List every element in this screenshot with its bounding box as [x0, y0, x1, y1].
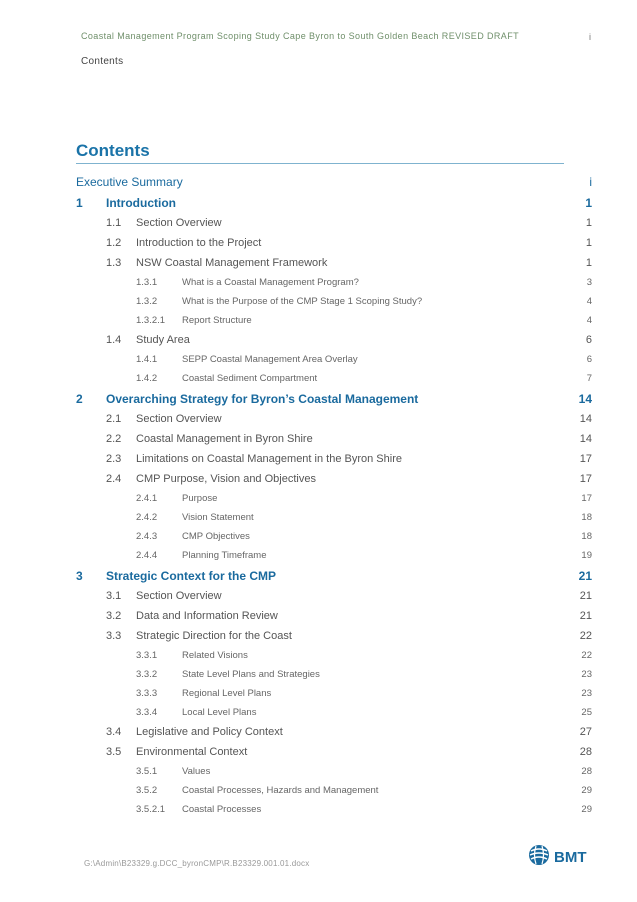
table-of-contents: [76, 171, 592, 819]
toc-entry-page: 27: [579, 726, 592, 738]
toc-entry-page: 7: [586, 373, 592, 384]
toc-entry-number: 3.3.4: [136, 707, 158, 718]
toc-entry-label: Strategic Direction for the Coast: [136, 630, 292, 642]
toc-entry-label: Section Overview: [136, 217, 222, 229]
toc-entry-page: 14: [578, 391, 592, 406]
toc-entry-number: 2.1: [106, 413, 122, 425]
toc-entry[interactable]: [76, 646, 592, 665]
toc-entry-number: 3.3: [106, 630, 122, 642]
toc-entry-label: Planning Timeframe: [182, 550, 267, 561]
toc-entry-page: 17: [579, 453, 592, 465]
toc-entry-page: 19: [581, 550, 592, 561]
toc-entry-number: 3.3.2: [136, 669, 158, 680]
toc-entry-label: Introduction to the Project: [136, 237, 262, 249]
document-header-subtitle: Contents: [81, 56, 124, 67]
toc-entry-page: 28: [581, 766, 592, 777]
toc-entry-page: 4: [586, 315, 592, 326]
toc-entry-number: 3.5.1: [136, 766, 158, 777]
toc-entry-number: 3.3.3: [136, 688, 158, 699]
toc-entry-label: Executive Summary: [76, 174, 183, 189]
toc-entry[interactable]: [76, 469, 592, 489]
toc-entry-label: CMP Purpose, Vision and Objectives: [136, 473, 316, 485]
toc-entry-number: 3.5.2.1: [136, 804, 166, 815]
toc-entry-number: 2.3: [106, 453, 122, 465]
logo-text: BMT: [554, 849, 587, 866]
toc-entry-label: Coastal Processes, Hazards and Management: [182, 785, 379, 796]
toc-entry-page: 22: [579, 630, 592, 642]
toc-entry-number: 2.4.2: [136, 512, 158, 523]
toc-entry-label: Section Overview: [136, 413, 222, 425]
toc-entry-number: 3.1: [106, 590, 122, 602]
toc-entry-number: 1.4.2: [136, 373, 158, 384]
toc-entry[interactable]: [76, 350, 592, 369]
toc-entry[interactable]: [76, 330, 592, 350]
toc-entry-label: Environmental Context: [136, 746, 248, 758]
toc-entry-page: 4: [586, 296, 592, 307]
toc-entry-label: Vision Statement: [182, 512, 254, 523]
toc-entry-label: Coastal Management in Byron Shire: [136, 433, 313, 445]
toc-entry-number: 1.4: [106, 334, 122, 346]
toc-entry-number: 3.5.2: [136, 785, 158, 796]
toc-entry-number: 2: [76, 391, 83, 406]
toc-entry-number: 3.4: [106, 726, 122, 738]
toc-entry[interactable]: [76, 273, 592, 292]
toc-entry-page: 1: [585, 237, 592, 249]
toc-entry[interactable]: [76, 781, 592, 800]
toc-entry-number: 2.4.4: [136, 550, 158, 561]
toc-entry-page: 23: [581, 669, 592, 680]
toc-entry[interactable]: [76, 742, 592, 762]
toc-entry-label: Legislative and Policy Context: [136, 726, 283, 738]
toc-entry-label: Regional Level Plans: [182, 688, 272, 699]
toc-entry[interactable]: [76, 292, 592, 311]
toc-entry[interactable]: [76, 213, 592, 233]
footer-file-path: G:\Admin\B23329.g.DCC_byronCMP\R.B23329.001.01.docx: [84, 859, 310, 868]
toc-entry[interactable]: [76, 409, 592, 429]
toc-entry-page: 21: [579, 610, 592, 622]
toc-entry-page: 18: [581, 512, 592, 523]
toc-entry[interactable]: [76, 722, 592, 742]
toc-entry-label: Report Structure: [182, 315, 252, 326]
toc-entry-page: 14: [579, 413, 592, 425]
toc-entry-page: 28: [579, 746, 592, 758]
toc-entry-number: 1: [76, 195, 83, 210]
toc-entry[interactable]: [76, 171, 592, 192]
toc-entry[interactable]: [76, 762, 592, 781]
toc-entry[interactable]: [76, 388, 592, 409]
toc-entry-label: Purpose: [182, 493, 218, 504]
toc-entry[interactable]: [76, 546, 592, 565]
toc-entry-page: 1: [585, 217, 592, 229]
toc-entry[interactable]: [76, 508, 592, 527]
toc-entry-label: Strategic Context for the CMP: [106, 568, 277, 583]
toc-entry[interactable]: [76, 429, 592, 449]
toc-entry-page: 21: [578, 568, 592, 583]
bmt-logo: [527, 842, 587, 873]
toc-entry-page: 17: [581, 493, 592, 504]
toc-entry-page: 21: [579, 590, 592, 602]
toc-entry-label: CMP Objectives: [182, 531, 250, 542]
toc-entry[interactable]: [76, 527, 592, 546]
toc-entry-number: 1.2: [106, 237, 122, 249]
toc-entry[interactable]: [76, 369, 592, 388]
toc-entry-label: Study Area: [136, 334, 190, 346]
globe-icon: [527, 842, 551, 873]
toc-entry-label: State Level Plans and Strategies: [182, 669, 320, 680]
toc-entry-number: 3: [76, 568, 83, 583]
document-header-title: Coastal Management Program Scoping Study Cape Byron to South Golden Beach REVISED DRAFT: [81, 31, 520, 41]
toc-entry-page: 14: [579, 433, 592, 445]
toc-entry[interactable]: [76, 565, 592, 586]
toc-entry[interactable]: [76, 665, 592, 684]
toc-entry-number: 1.3.1: [136, 277, 158, 288]
toc-entry-number: 2.4.1: [136, 493, 158, 504]
toc-entry-label: Local Level Plans: [182, 707, 257, 718]
toc-entry-page: 29: [581, 785, 592, 796]
header-page-number: i: [589, 32, 591, 42]
toc-entry-number: 3.3.1: [136, 650, 158, 661]
toc-entry-label: Section Overview: [136, 590, 222, 602]
toc-entry-page: 1: [585, 195, 592, 210]
toc-entry-label: Data and Information Review: [136, 610, 278, 622]
toc-entry-label: What is a Coastal Management Program?: [182, 277, 359, 288]
toc-entry-page: 22: [581, 650, 592, 661]
toc-entry[interactable]: [76, 800, 592, 819]
toc-entry-page: 3: [586, 277, 592, 288]
toc-entry[interactable]: [76, 233, 592, 253]
toc-entry-label: Coastal Sediment Compartment: [182, 373, 318, 384]
toc-entry-page: 18: [581, 531, 592, 542]
toc-entry[interactable]: [76, 626, 592, 646]
toc-entry-number: 1.1: [106, 217, 122, 229]
toc-entry[interactable]: [76, 253, 592, 273]
toc-entry[interactable]: [76, 449, 592, 469]
toc-entry-page: 29: [581, 804, 592, 815]
toc-entry-number: 1.3.2: [136, 296, 158, 307]
toc-entry-number: 2.4: [106, 473, 122, 485]
toc-entry[interactable]: [76, 684, 592, 703]
toc-heading: Contents: [76, 141, 564, 164]
toc-entry-page: 25: [581, 707, 592, 718]
toc-entry-label: Limitations on Coastal Management in the Byron Shire: [136, 453, 402, 465]
toc-entry-page: 17: [579, 473, 592, 485]
toc-entry[interactable]: [76, 703, 592, 722]
toc-entry-number: 2.4.3: [136, 531, 158, 542]
toc-entry-page: i: [589, 174, 592, 189]
toc-entry-label: SEPP Coastal Management Area Overlay: [182, 354, 358, 365]
toc-entry-label: Coastal Processes: [182, 804, 262, 815]
toc-entry-number: 3.5: [106, 746, 122, 758]
toc-entry[interactable]: [76, 586, 592, 606]
toc-entry-number: 1.4.1: [136, 354, 158, 365]
toc-entry-label: Introduction: [106, 195, 176, 210]
toc-entry-label: Values: [182, 766, 211, 777]
toc-entry-label: Related Visions: [182, 650, 248, 661]
toc-entry-label: NSW Coastal Management Framework: [136, 257, 328, 269]
toc-entry-number: 1.3: [106, 257, 122, 269]
toc-entry-page: 1: [585, 257, 592, 269]
toc-entry-number: 1.3.2.1: [136, 315, 166, 326]
toc-entry-page: 6: [586, 354, 592, 365]
toc-entry[interactable]: [76, 192, 592, 213]
toc-entry-number: 2.2: [106, 433, 122, 445]
toc-entry-label: Overarching Strategy for Byron’s Coastal Management: [106, 391, 419, 406]
toc-entry[interactable]: [76, 606, 592, 626]
toc-entry-label: What is the Purpose of the CMP Stage 1 Scoping Study?: [182, 296, 423, 307]
toc-entry-number: 3.2: [106, 610, 122, 622]
toc-entry[interactable]: [76, 489, 592, 508]
toc-entry[interactable]: [76, 311, 592, 330]
toc-entry-page: 6: [585, 334, 592, 346]
toc-entry-page: 23: [581, 688, 592, 699]
